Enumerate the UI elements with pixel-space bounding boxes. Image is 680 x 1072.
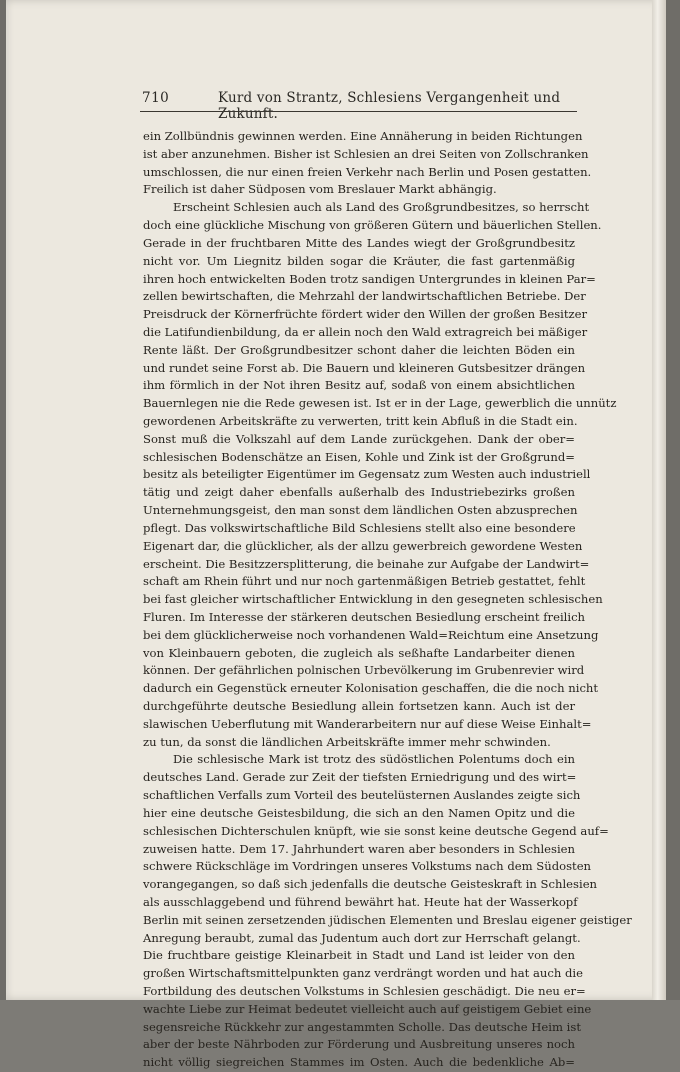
text-line: segensreiche Rückkehr zur angestammten Scholle. Das deutsche Heim ist — [143, 1019, 581, 1034]
text-line: pflegt. Das volkswirtschaftliche Bild Schlesiens stellt also eine besondere — [143, 520, 576, 535]
text-line: ein Zollbündnis gewinnen werden. Eine Annäherung in beiden Richtungen — [143, 129, 583, 143]
text-line: zu tun, da sonst die ländlichen Arbeitskräfte immer mehr schwinden. — [143, 734, 551, 749]
text-line: dadurch ein Gegenstück erneuter Kolonisation geschaffen, die die noch nicht — [143, 681, 599, 696]
page-header — [140, 88, 577, 122]
text-line: die Latifundienbildung, da er allein noch den Wald extragreich bei mäßiger — [143, 324, 588, 339]
text-line: nicht völlig siegreichen Stammes im Osten. Auch die bedenkliche Ab= — [143, 1055, 575, 1070]
header-rule — [140, 111, 577, 112]
text-line: wachte Liebe zur Heimat bedeutet vielleicht auch auf geistigem Gebiet eine — [143, 1001, 592, 1016]
text-line: Sonst muß die Volkszahl auf dem Lande zurückgehen. Dank der ober= — [143, 431, 575, 446]
text-line: besitz als beteiligter Eigentümer im Gegensatz zum Westen auch industriell — [143, 467, 591, 482]
text-line: tätig und zeigt daher ebenfalls außerhalb des Industriebezirks großen — [143, 485, 575, 500]
text-line: Eigenart dar, die glücklicher, als der allzu gewerbreich gewordene Westen — [143, 538, 583, 553]
text-line: gewordenen Arbeitskräfte zu verwerten, tritt kein Abfluß in die Stadt ein. — [143, 414, 578, 428]
page-number: 710 — [142, 90, 170, 106]
text-line: schaft am Rhein führt und nur noch gartenmäßigen Betrieb gestattet, fehlt — [143, 574, 586, 589]
body-text — [143, 128, 632, 1072]
text-line: Bauernlegen nie die Rede gewesen ist. Ist er in der Lage, gewerblich die unnütz — [143, 396, 617, 411]
text-line: Freilich ist daher Südposen vom Breslauer Markt abhängig. — [143, 182, 497, 197]
text-line: zellen bewirtschaften, die Mehrzahl der landwirtschaftlichen Betriebe. Der — [143, 289, 586, 304]
text-line: schlesischen Bodenschätze an Eisen, Kohle und Zink ist der Großgrund= — [143, 449, 575, 464]
text-line: schwere Rückschläge im Vordringen unseres Volkstums nach dem Südosten — [143, 859, 592, 874]
text-line: Gerade in der fruchtbaren Mitte des Landes wiegt der Großgrundbesitz — [143, 235, 575, 250]
text-line: nicht vor. Um Liegnitz bilden sogar die Kräuter, die fast gartenmäßig — [143, 253, 575, 268]
text-line: als ausschlaggebend und führend bewährt hat. Heute hat der Wasserkopf — [143, 894, 578, 909]
text-line: können. Der gefährlichen polnischen Urbevölkerung im Grubenrevier wird — [143, 663, 585, 678]
text-line: durchgeführte deutsche Besiedlung allein fortsetzen kann. Auch ist der — [143, 699, 575, 713]
text-line: vorangegangen, so daß sich jedenfalls die deutsche Geisteskraft in Schlesien — [143, 877, 598, 892]
text-line: Preisdruck der Körnerfrüchte fördert wider den Willen der großen Besitzer — [143, 307, 588, 322]
text-line: schaftlichen Verfalls zum Vorteil des beutelüsternen Auslandes zeigte sich — [143, 788, 581, 803]
text-line: großen Wirtschaftsmittelpunkten ganz verdrängt worden und hat auch die — [143, 966, 584, 981]
text-line: erscheint. Die Besitzzersplitterung, die beinahe zur Aufgabe der Landwirt= — [143, 556, 590, 571]
text-line: bei dem glücklicherweise noch vorhandenen Wald=Reichtum eine Ansetzung — [143, 627, 599, 642]
text-line: Fortbildung des deutschen Volkstums in Schlesien geschädigt. Die neu er= — [143, 984, 586, 998]
text-line: bei fast gleicher wirtschaftlicher Entwicklung in den gesegneten schlesischen — [143, 592, 603, 607]
text-line: Erscheint Schlesien auch als Land des Großgrundbesitzes, so herrscht — [173, 200, 590, 215]
text-line: Berlin mit seinen zersetzenden jüdischen Elementen und Breslau eigener geistiger — [143, 912, 632, 927]
text-line: Unternehmungsgeist, den man sonst dem ländlichen Osten abzusprechen — [143, 503, 578, 518]
text-line: Anregung beraubt, zumal das Judentum auch dort zur Herrschaft gelangt. — [143, 930, 581, 945]
text-line: von Kleinbauern geboten, die zugleich als seßhafte Landarbeiter dienen — [143, 645, 575, 660]
text-line: slawischen Ueberflutung mit Wanderarbeitern nur auf diese Weise Einhalt= — [143, 716, 592, 731]
text-line: und rundet seine Forst ab. Die Bauern und kleineren Gutsbesitzer drängen — [143, 360, 586, 375]
text-line: Die schlesische Mark ist trotz des südöstlichen Polentums doch ein — [173, 752, 575, 767]
page-edge — [652, 0, 666, 1000]
text-line: ihren hoch entwickelten Boden trotz sandigen Untergrundes in kleinen Par= — [143, 271, 596, 286]
text-line: Fluren. Im Interesse der stärkeren deutschen Besiedlung erscheint freilich — [143, 609, 586, 624]
text-line: aber der beste Nährboden zur Förderung und Ausbreitung unseres noch — [143, 1037, 575, 1052]
text-line: schlesischen Dichterschulen knüpft, wie sie sonst keine deutsche Gegend auf= — [143, 823, 609, 838]
running-head: Kurd von Strantz, Schlesiens Vergangenheit und Zukunft. — [218, 90, 561, 122]
text-line: deutsches Land. Gerade zur Zeit der tiefsten Erniedrigung und des wirt= — [143, 770, 577, 785]
text-line: ihm förmlich in der Not ihren Besitz auf, sodaß von einem absichtlichen — [143, 378, 575, 393]
text-line: doch eine glückliche Mischung von größeren Gütern und bäuerlichen Stellen. — [143, 218, 602, 233]
text-line: Rente läßt. Der Großgrundbesitzer schont daher die leichten Böden ein — [143, 342, 575, 357]
text-line: Die fruchtbare geistige Kleinarbeit in Stadt und Land ist leider von den — [143, 948, 575, 963]
text-line: hier eine deutsche Geistesbildung, die sich an den Namen Opitz und die — [143, 805, 575, 820]
text-line: zuweisen hatte. Dem 17. Jahrhundert waren aber besonders in Schlesien — [143, 841, 575, 856]
text-line: umschlossen, die nur einen freien Verkehr nach Berlin und Posen gestatten. — [143, 164, 592, 179]
text-line: ist aber anzunehmen. Bisher ist Schlesien an drei Seiten von Zollschranken — [143, 146, 589, 161]
